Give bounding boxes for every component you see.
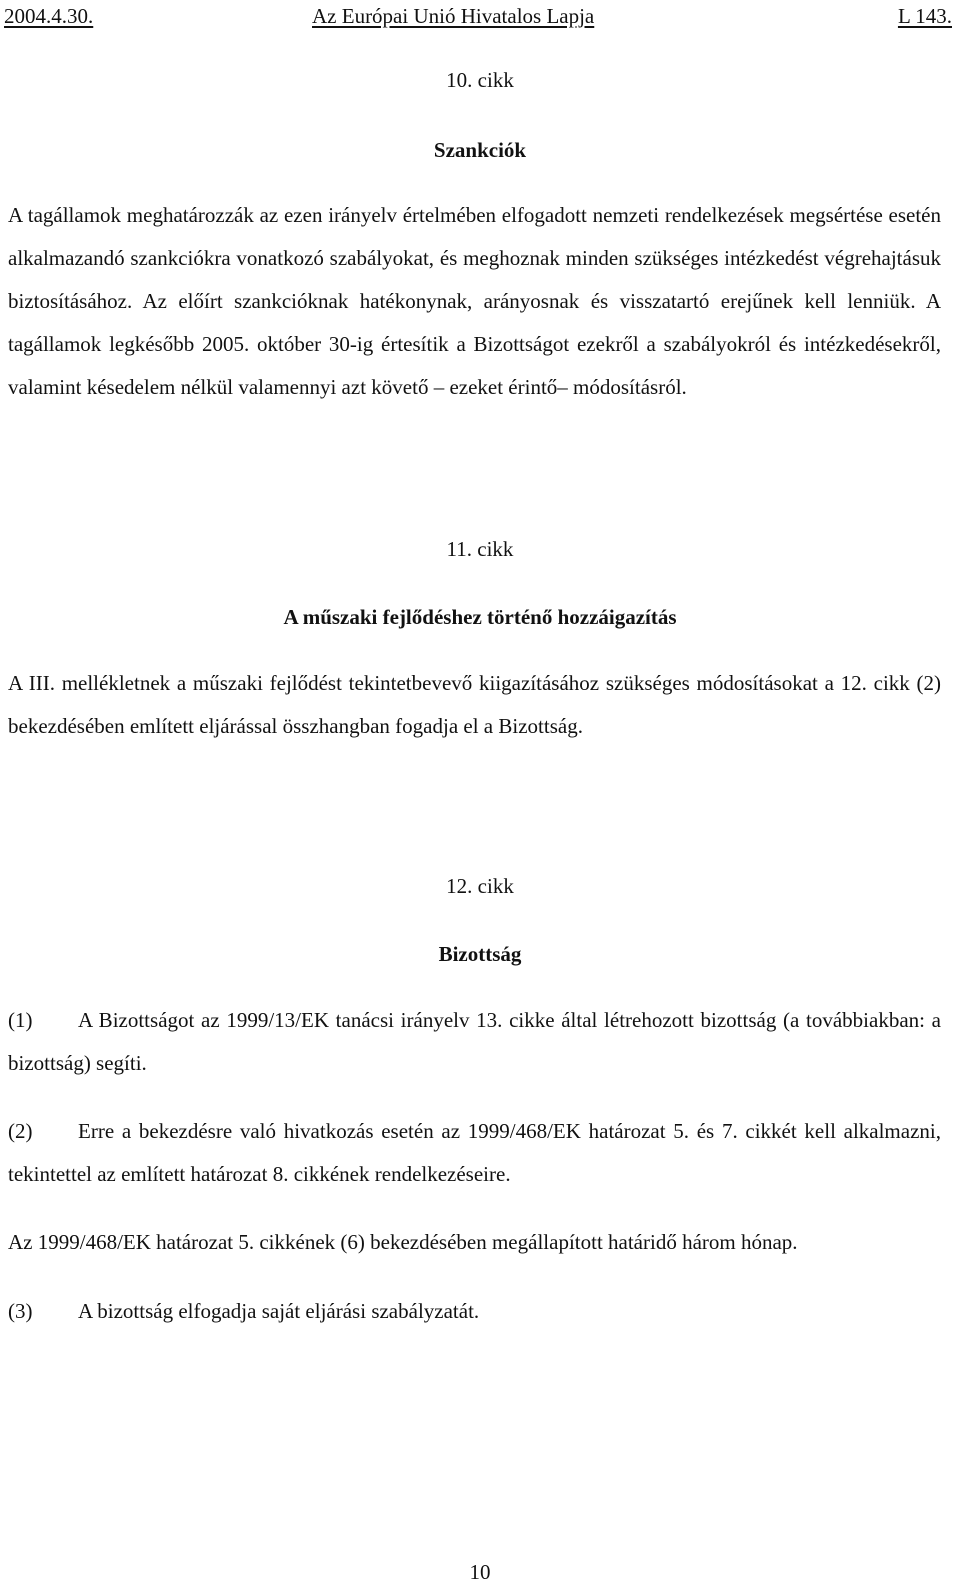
- article-11-title: A műszaki fejlődéshez történő hozzáigazítás: [283, 605, 677, 629]
- paragraph-2-number: (2): [8, 1119, 33, 1143]
- paragraph-1-text: A Bizottságot az 1999/13/EK tanácsi irányelv 13. cikke által létrehozott bizottság (a továbbiakban: a bizottság) segíti.: [8, 1008, 941, 1075]
- article-12-title: Bizottság: [438, 942, 522, 966]
- paragraph-3-text: A bizottság elfogadja saját eljárási szabályzatát.: [78, 1299, 480, 1323]
- header-journal-title: Az Európai Unió Hivatalos Lapja: [312, 4, 595, 28]
- article-12-paragraph-2-extra: Az 1999/468/EK határozat 5. cikkének (6) bekezdésében megállapított határidő három hónap.: [8, 1230, 798, 1254]
- article-12-paragraph-1: [8, 999, 941, 1085]
- article-12-number: 12. cikk: [446, 874, 514, 898]
- article-11-text: A III. mellékletnek a műszaki fejlődést tekintetbevevő kiigazításához szükséges módosításokat a 12. cikk (2) bekezdésében említett eljárással összhangban fogadja el a Bizottság.: [8, 671, 941, 738]
- page-number: 10: [469, 1560, 491, 1584]
- paragraph-3-number: (3): [8, 1299, 33, 1323]
- article-10-title: Szankciók: [433, 138, 527, 162]
- paragraph-1-number: (1): [8, 1008, 33, 1032]
- page-header: [4, 4, 952, 32]
- article-11-number: 11. cikk: [446, 537, 514, 561]
- header-date: 2004.4.30.: [4, 4, 94, 28]
- paragraph-2-text: Erre a bekezdésre való hivatkozás esetén az 1999/468/EK határozat 5. és 7. cikkét kell alkalmazni, tekintettel az említett határozat 8. cikkének rendelkezéseire.: [8, 1119, 941, 1186]
- article-12-paragraph-3: [8, 1299, 941, 1324]
- article-10-text: A tagállamok meghatározzák az ezen irányelv értelmében elfogadott nemzeti rendelkezések megsértése esetén alkalmazandó szankciókra vonatkozó szabályokat, és meghoznak minden szükséges intézkedést végrehajtásuk biztosításához. Az előírt szankcióknak hatékonynak, arányosnak és visszatartó erejűnek kell lenniük. A tagállamok legkésőbb 2005. október 30-ig értesítik a Bizottságot ezekről a szabályokról és intézkedésekről, valamint késedelem nélkül valamennyi azt követő – ezeket érintő– módosításról.: [8, 203, 941, 399]
- header-page-reference: L 143.: [897, 4, 952, 28]
- article-10-number: 10. cikk: [446, 68, 514, 92]
- article-12-paragraph-2: [8, 1110, 941, 1196]
